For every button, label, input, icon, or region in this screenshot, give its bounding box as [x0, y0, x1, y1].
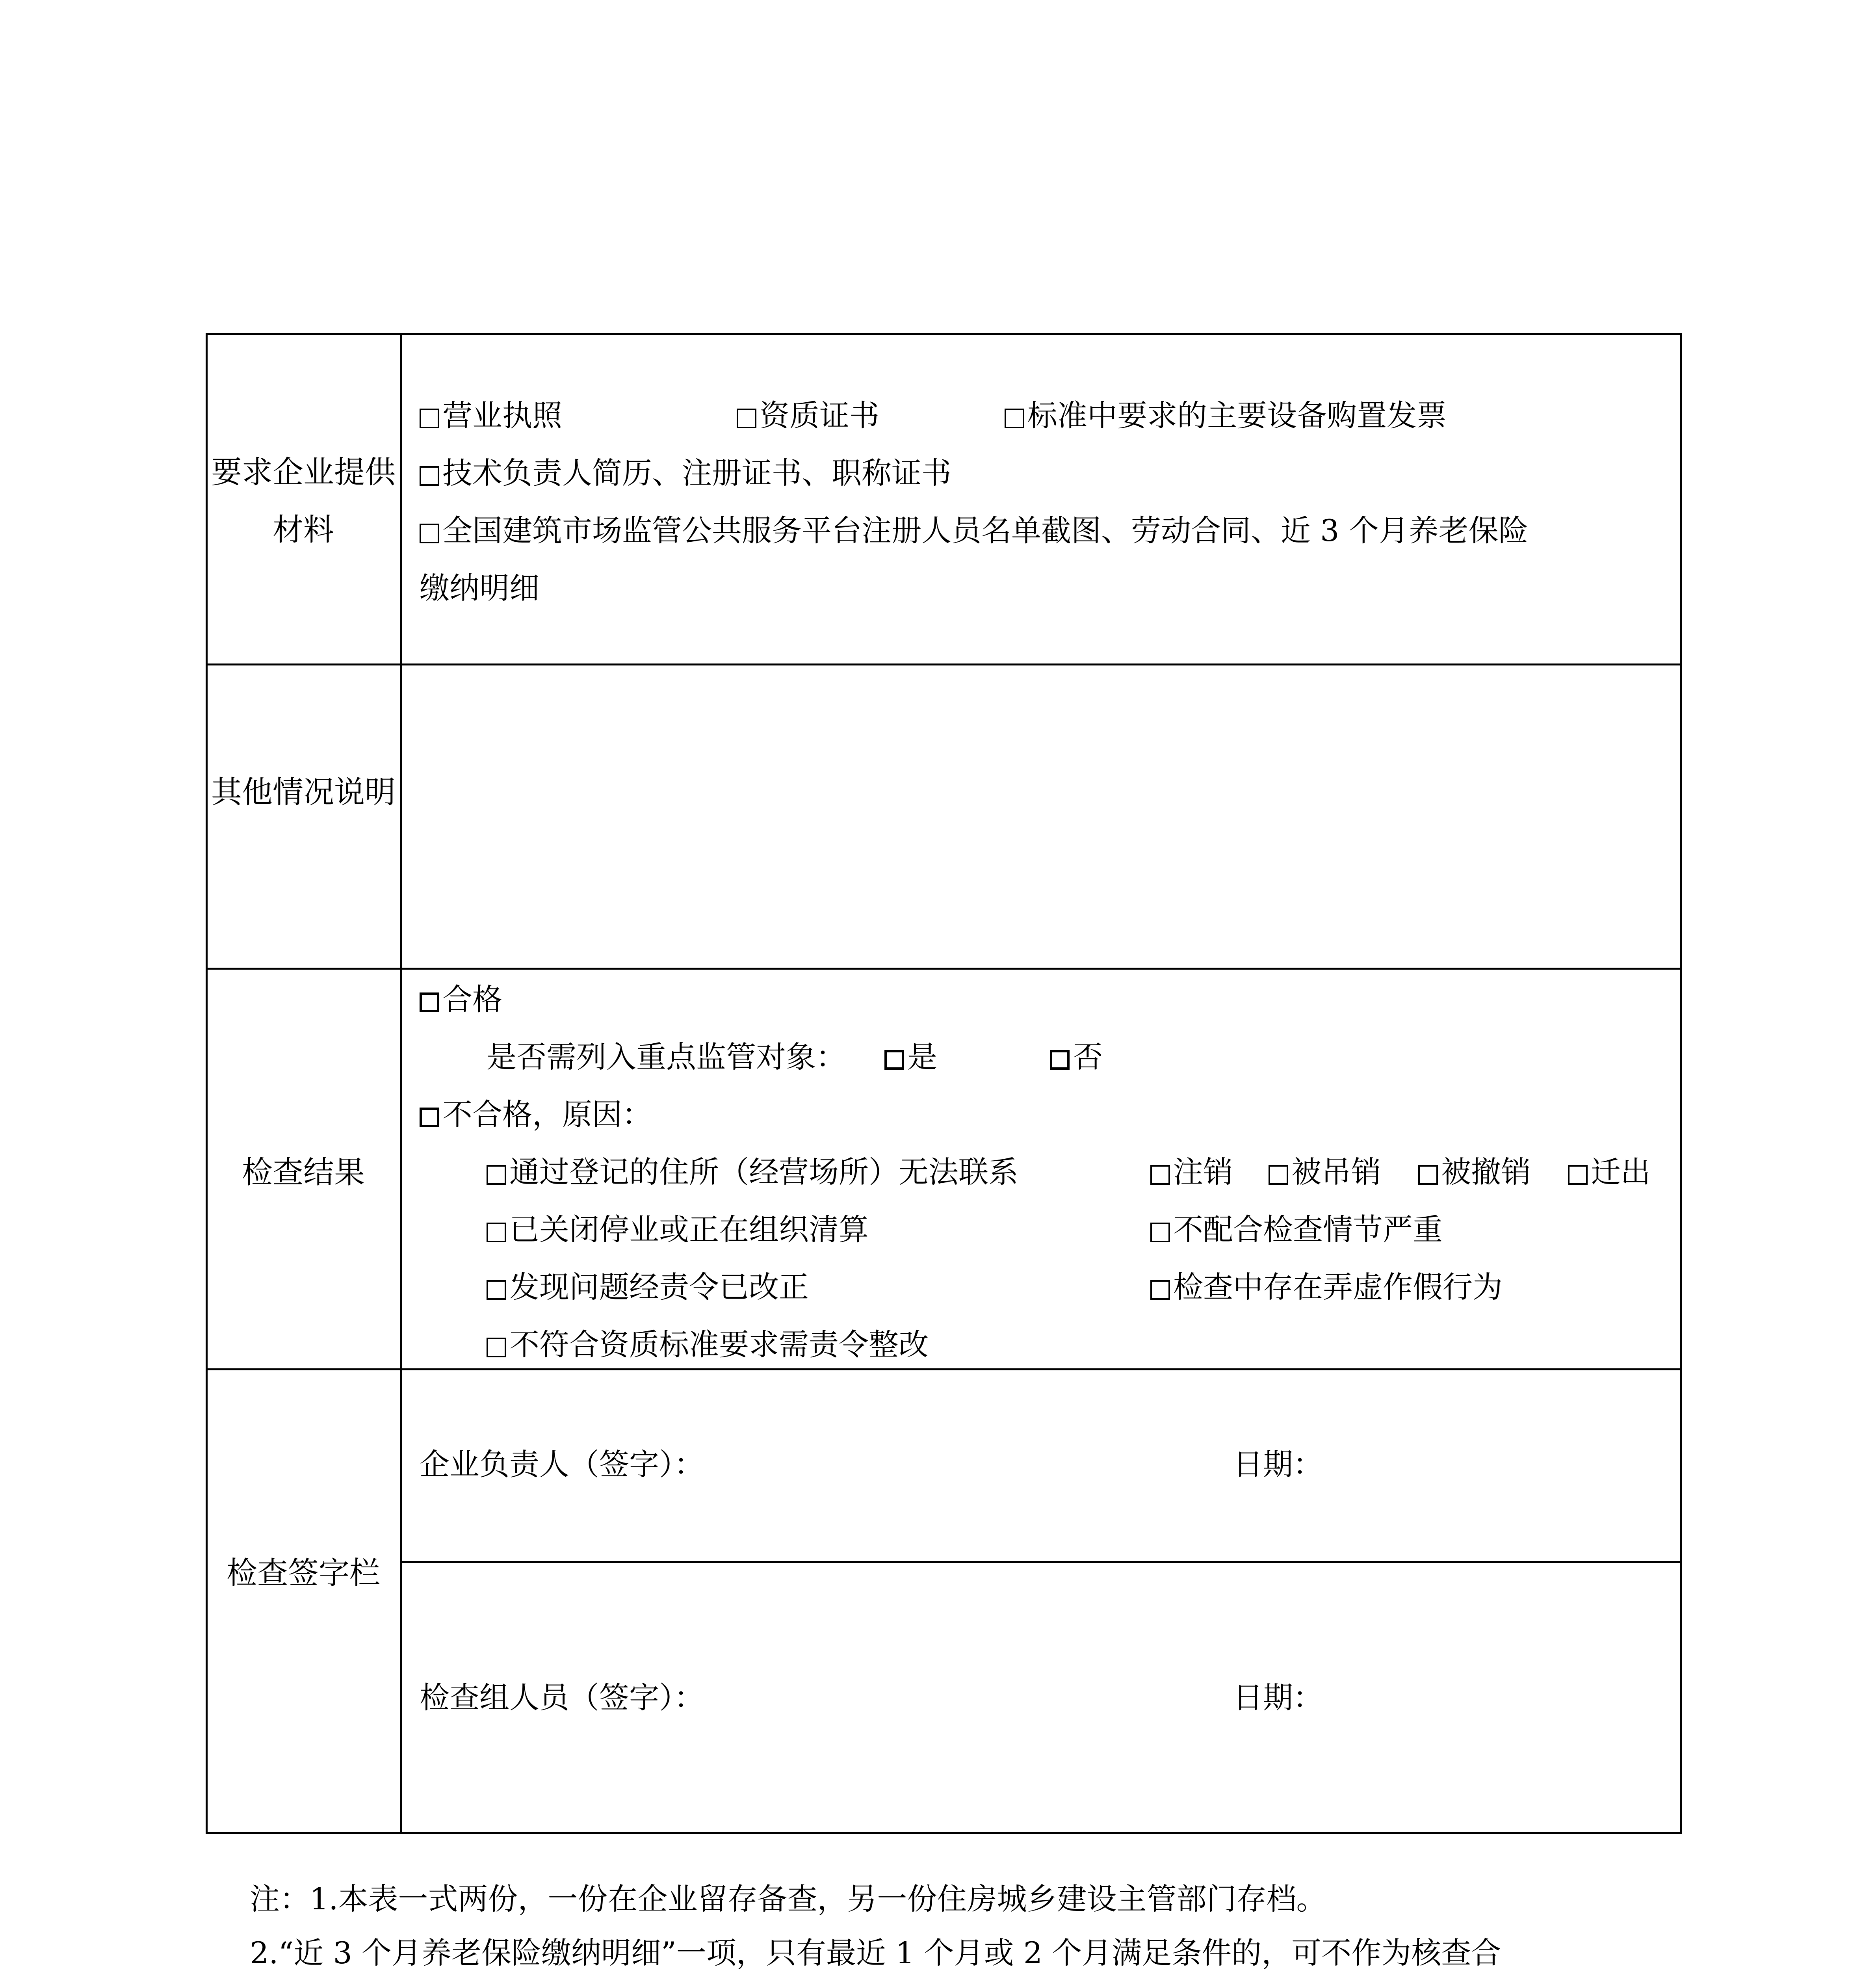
- reason-deregistered-option[interactable]: [1150, 1150, 1233, 1194]
- yes-label: 是: [907, 1039, 937, 1074]
- materials-line-3[interactable]: [420, 509, 1529, 552]
- equipment-invoice-option[interactable]: [1005, 394, 1447, 437]
- inspection-result-label: [207, 1144, 400, 1201]
- checkbox-icon: [420, 409, 439, 428]
- checkbox-icon: [1050, 1050, 1070, 1070]
- fail-option[interactable]: [420, 1093, 652, 1136]
- checkbox-icon: [1568, 1165, 1588, 1185]
- reason-unreachable-label: 通过登记的住所（经营场所）无法联系: [509, 1154, 1018, 1189]
- inspector-signer-field[interactable]: 检查组人员（签字）：: [420, 1680, 704, 1715]
- checkbox-icon: [1150, 1223, 1170, 1242]
- reason-uncooperative-label: 不配合检查情节严重: [1173, 1212, 1443, 1247]
- signature-row-divider: [400, 1561, 1682, 1563]
- checkbox-icon: [1150, 1165, 1170, 1185]
- checkbox-icon: [1005, 409, 1024, 428]
- reason-relocated-label: 迁出: [1591, 1154, 1651, 1189]
- table-border-right: [1680, 333, 1682, 1834]
- checkbox-icon: [884, 1050, 904, 1070]
- registered-personnel-docs-label: 全国建筑市场监管公共服务平台注册人员名单截图、劳动合同、近 3 个月养老保险: [442, 513, 1529, 548]
- reason-fraud-label: 检查中存在弄虚作假行为: [1173, 1269, 1503, 1305]
- checkbox-icon: [420, 1108, 439, 1127]
- table-row-divider-1: [206, 663, 1682, 665]
- reason-closed-option[interactable]: [487, 1208, 869, 1251]
- key-supervision-no-option[interactable]: [1050, 1035, 1103, 1079]
- reason-corrected-option[interactable]: [487, 1266, 809, 1309]
- business-license-option[interactable]: [420, 394, 562, 437]
- reason-revoked-label: 被吊销: [1291, 1154, 1381, 1189]
- other-notes-label: 其他情况说明: [211, 775, 396, 810]
- checkbox-icon: [487, 1280, 506, 1300]
- materials-label: 要求企业提供材料: [211, 455, 396, 548]
- other-notes-content[interactable]: [420, 693, 1661, 946]
- checkbox-icon: [1150, 1280, 1170, 1300]
- table-row-divider-2: [206, 968, 1682, 970]
- reason-cancelled-option[interactable]: [1418, 1150, 1531, 1194]
- reason-fraud-option[interactable]: [1150, 1266, 1503, 1309]
- signature-section-label: 检查签字栏: [226, 1556, 380, 1591]
- inspection-result-label-text: 检查结果: [241, 1155, 365, 1190]
- pass-option[interactable]: [420, 978, 502, 1021]
- checkbox-icon: [420, 992, 439, 1012]
- reason-corrected-label: 发现问题经责令已改正: [509, 1269, 809, 1305]
- table-border-bottom: [206, 1832, 1682, 1834]
- enterprise-signer-field[interactable]: 企业负责人（签字）：: [420, 1447, 704, 1482]
- equipment-invoice-label: 标准中要求的主要设备购置发票: [1027, 398, 1447, 433]
- note-line-2: 2.“近 3 个月养老保险缴纳明细”一项，只有最近 1 个月或 2 个月满足条件的，可不作为核查合: [250, 1935, 1501, 1970]
- inspector-date-field[interactable]: 日期：: [1233, 1680, 1323, 1715]
- materials-line-3-continued: 缴纳明细: [420, 571, 539, 606]
- business-license-label: 营业执照: [442, 398, 562, 433]
- reason-nonconforming-option[interactable]: [487, 1323, 929, 1366]
- pass-label: 合格: [442, 982, 502, 1017]
- enterprise-date-field[interactable]: 日期：: [1233, 1447, 1323, 1482]
- key-supervision-row: [487, 1035, 846, 1079]
- checkbox-icon: [1269, 1165, 1288, 1185]
- reason-deregistered-label: 注销: [1173, 1154, 1233, 1189]
- key-supervision-yes-option[interactable]: [884, 1035, 937, 1079]
- qualification-certificate-option[interactable]: [737, 394, 879, 437]
- checkbox-icon: [420, 524, 439, 543]
- checkbox-icon: [487, 1338, 506, 1357]
- technical-lead-docs-label: 技术负责人简历、注册证书、职称证书: [442, 455, 951, 491]
- checkbox-icon: [420, 466, 439, 486]
- table-border-top: [206, 333, 1682, 335]
- reason-unreachable-option[interactable]: [487, 1150, 1018, 1194]
- reason-cancelled-label: 被撤销: [1441, 1154, 1531, 1189]
- qualification-certificate-label: 资质证书: [760, 398, 879, 433]
- checkbox-icon: [487, 1223, 506, 1242]
- reason-closed-label: 已关闭停业或正在组织清算: [509, 1212, 869, 1247]
- no-label: 否: [1073, 1039, 1103, 1074]
- reason-relocated-option[interactable]: [1568, 1150, 1651, 1194]
- fail-label: 不合格，原因：: [442, 1097, 652, 1132]
- materials-line-2[interactable]: [420, 452, 951, 495]
- table-column-divider: [400, 333, 402, 1834]
- note-line-1: 注：1.本表一式两份，一份在企业留存备查，另一份住房城乡建设主管部门存档。: [250, 1881, 1326, 1916]
- checkbox-icon: [487, 1165, 506, 1185]
- table-row-divider-3: [206, 1368, 1682, 1370]
- reason-revoked-option[interactable]: [1269, 1150, 1381, 1194]
- checkbox-icon: [737, 409, 756, 428]
- reason-uncooperative-option[interactable]: [1150, 1208, 1443, 1251]
- reason-nonconforming-label: 不符合资质标准要求需责令整改: [509, 1327, 929, 1362]
- key-supervision-question: 是否需列入重点监管对象：: [487, 1039, 846, 1074]
- checkbox-icon: [1418, 1165, 1438, 1185]
